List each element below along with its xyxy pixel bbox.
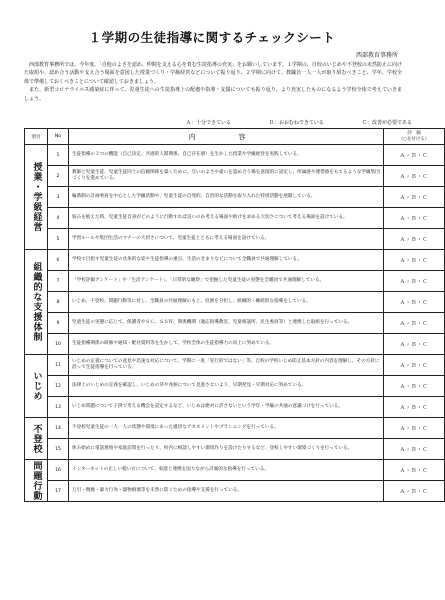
category-label: いじめ xyxy=(31,371,42,401)
table-row xyxy=(25,145,445,166)
item-content: 輪番制の計画委員を中心とした学級活動や、児童生徒の自発的、自治的な活動を取り入れた特別活動を展開している。 xyxy=(69,187,384,208)
item-number: 15 xyxy=(48,439,69,460)
header-content: 内 容 xyxy=(69,129,384,145)
category-cell xyxy=(25,418,48,460)
item-content: 教師と児童生徒、児童生徒同士の信頼関係を築くために、互いのよさや違いを認め合う場を意図的に設定し、所属感や連帯感をもてるような学級集団づくりを進めている。 xyxy=(69,166,384,187)
item-number: 5 xyxy=(48,229,69,250)
table-row xyxy=(25,292,445,313)
table-header-row xyxy=(25,129,445,145)
rating-choice[interactable]: Ａ・Ｂ・Ｃ xyxy=(384,397,445,418)
item-number: 4 xyxy=(48,208,69,229)
page-title: １学期の生徒指導に関するチェックシート xyxy=(88,30,336,45)
item-content: 悩みを抱えた時、児童生徒自身がどのように行動すれば良いのか考える場面や助けを求める大切さについて考える場面を設けている。 xyxy=(69,208,384,229)
header-eval-label: 評 価 （○を付ける） xyxy=(398,131,430,142)
checklist-table xyxy=(24,128,445,502)
item-content: 休み始めに電話連絡や家庭訪問を行ったり、校内に相談しやすい環境作りを設けたりするなど、登校しやすい環境づくりを行っている。 xyxy=(69,439,384,460)
intro-text xyxy=(24,61,402,103)
header-no: No xyxy=(48,129,69,145)
category-label: 組織的な支援体制 xyxy=(31,262,42,342)
rating-legend xyxy=(186,119,412,126)
table-row xyxy=(25,397,445,418)
table-row xyxy=(25,481,445,502)
organization-name: 西部教育事務所 xyxy=(355,52,398,59)
table-row xyxy=(25,271,445,292)
item-number: 17 xyxy=(48,481,69,502)
category-cell xyxy=(25,250,48,355)
item-content: 学習ルールや集団生活のマナーの大切さについて、児童生徒とともに考える場面を設けている。 xyxy=(69,229,384,250)
table-row xyxy=(25,376,445,397)
category-cell xyxy=(25,460,48,502)
item-number: 2 xyxy=(48,166,69,187)
item-number: 12 xyxy=(48,376,69,397)
item-content: 「学校評価アンケート」や「生活アンケート」、「日常的な観察」で把握した児童生徒の実態を全職員で共通理解している。 xyxy=(69,271,384,292)
item-number: 8 xyxy=(48,292,69,313)
table-row xyxy=(25,460,445,481)
rating-choice[interactable]: Ａ・Ｂ・Ｃ xyxy=(384,460,445,481)
table-row xyxy=(25,208,445,229)
item-content: インターネットの正しい使い方について、家庭と連携を図りながら計画的な指導を行っている。 xyxy=(69,460,384,481)
table-row xyxy=(25,250,445,271)
item-number: 14 xyxy=(48,418,69,439)
rating-choice[interactable]: Ａ・Ｂ・Ｃ xyxy=(384,439,445,460)
item-content: 児童生徒の実態に応じて、保護者やＳＣ、ＳＳＷ、関係機関（適応指導教室、児童相談所、民生委員等）と連携した取組を行っている。 xyxy=(69,313,384,334)
intro-paragraph: 西部教育事務所では、今年度、「自他のよさを認め、仲間を支える心を育む生徒指導の充実」をお願いしています。１学期の、自校のいじめや不登校の未然防止に向けた取組や、認め合う活動や支え合う場面を意図した授業づくり・学級経営などについて振り返り、２学期に向けて、教職員一人一人が取り組むべきこと、学年、学校全体で準備しておくべきことについて確認しておきましょう。 xyxy=(24,62,402,85)
item-content: 不登校児童生徒の一人一人の状態や環境にあった適切なアセスメントやプランニングを行っている。 xyxy=(69,418,384,439)
rating-choice[interactable]: Ａ・Ｂ・Ｃ xyxy=(384,355,445,376)
table-row xyxy=(25,187,445,208)
rating-choice[interactable]: Ａ・Ｂ・Ｃ xyxy=(384,292,445,313)
table-row xyxy=(25,313,445,334)
item-number: 10 xyxy=(48,334,69,355)
rating-choice[interactable]: Ａ・Ｂ・Ｃ xyxy=(384,271,445,292)
intro-paragraph: また、新型コロナウイルス感染症に伴って、児童生徒への生徒指導上の配慮や指導・支援についても振り返り、より充実したものになるよう学校全体で考えていきましょう。 xyxy=(24,87,402,102)
rating-choice[interactable]: Ａ・Ｂ・Ｃ xyxy=(384,208,445,229)
rating-choice[interactable]: Ａ・Ｂ・Ｃ xyxy=(384,376,445,397)
item-content: いじめ、不登校、問題行動等に対し、全職員の共通理解のもと、役割を分担し、組織的・継続的な指導をしている。 xyxy=(69,292,384,313)
category-label: 問題行動 xyxy=(31,460,42,501)
item-number: 9 xyxy=(48,313,69,334)
item-content: 学校で目指す児童生徒の具体的な姿や生徒指導の重点、生活のきまりなどについて全職員で共通理解している。 xyxy=(69,250,384,271)
category-label: 授業・学級経営 xyxy=(31,162,42,232)
category-label: 不登校 xyxy=(31,423,42,454)
table-row xyxy=(25,439,445,460)
rating-choice[interactable]: Ａ・Ｂ・Ｃ xyxy=(384,334,445,355)
table-row xyxy=(25,229,445,250)
item-content: 生徒指導関係の研修や通知・配付資料等を生かして、学校全体の生徒指導力の向上に努めている。 xyxy=(69,334,384,355)
category-cell xyxy=(25,355,48,418)
table-row xyxy=(25,334,445,355)
table-row xyxy=(25,418,445,439)
item-number: 11 xyxy=(48,355,69,376)
legend-c: Ｃ：改善が必要である xyxy=(361,120,412,126)
legend-a: Ａ：十分できている xyxy=(186,120,232,126)
rating-choice[interactable]: Ａ・Ｂ・Ｃ xyxy=(384,145,445,166)
item-content: 生徒指導の３つの機能（自己決定、共感的人間関係、自己存在感）を生かした授業や学級経営を実践している。 xyxy=(69,145,384,166)
item-number: 7 xyxy=(48,271,69,292)
item-number: 13 xyxy=(48,397,69,418)
header-category: 項目 xyxy=(25,129,48,145)
rating-choice[interactable]: Ａ・Ｂ・Ｃ xyxy=(384,166,445,187)
legend-b: Ｂ：おおむねできている xyxy=(269,120,324,126)
item-number: 1 xyxy=(48,145,69,166)
rating-choice[interactable]: Ａ・Ｂ・Ｃ xyxy=(384,418,445,439)
item-content: いじめの定義についての意見や迅速な対応について、学期に一度「実行的ではない」等、自校の学校いじめ防止基本方針の内容を理解し、その方針に沿って生徒指導を行っている。 xyxy=(69,355,384,376)
item-number: 6 xyxy=(48,250,69,271)
item-content: 万引・喫煙・暴力行為・器物損壊等を未然に防ぐための指導や支援を行っている。 xyxy=(69,481,384,502)
item-number: 16 xyxy=(48,460,69,481)
rating-choice[interactable]: Ａ・Ｂ・Ｃ xyxy=(384,229,445,250)
item-content: いじめ問題について子供で考える機会を設定するなど、いじめは絶対に許さないという学年・学級の共通の意識づけを行っている。 xyxy=(69,397,384,418)
item-content: 法律上のいじめの定義を確認し、いじめの芽や兆候について見逃さないよう、早期発見・早期対応に努めている。 xyxy=(69,376,384,397)
table-row xyxy=(25,355,445,376)
rating-choice[interactable]: Ａ・Ｂ・Ｃ xyxy=(384,187,445,208)
item-number: 3 xyxy=(48,187,69,208)
rating-choice[interactable]: Ａ・Ｂ・Ｃ xyxy=(384,481,445,502)
header-eval xyxy=(384,129,445,145)
rating-choice[interactable]: Ａ・Ｂ・Ｃ xyxy=(384,313,445,334)
table-row xyxy=(25,166,445,187)
category-cell xyxy=(25,145,48,250)
rating-choice[interactable]: Ａ・Ｂ・Ｃ xyxy=(384,250,445,271)
